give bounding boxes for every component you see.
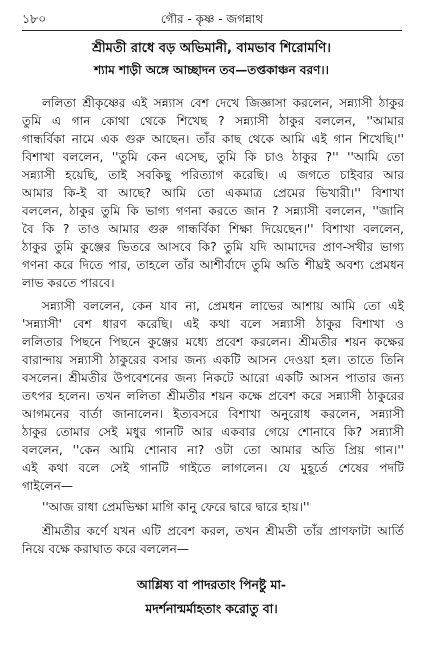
- sanskrit-verse-line-2: মদর্শনান্মর্মাহতাং করোতু বা।: [145, 602, 278, 616]
- paragraph-1-line: বললেন, ঠাকুর তুমি কি ভাগ্য গণনা করতে জান ? সন্ন্যাসী বললেন, ''জানি: [22, 204, 404, 218]
- paragraph-2-line: তৎপর হলেন। তখন ললিতা শ্রীমতীর শয়ন কক্ষে প্রবেশ করে সন্ন্যাসী ঠাকুরের: [22, 389, 404, 403]
- paragraph-1-line: গান্ধর্বিকা নামে এক গুরু আছেন। তাঁর কাছ থেকে আমি এই গান শিখেছি।'': [22, 132, 404, 146]
- running-head: গৌর - কৃষ্ণ - জগন্নাথ: [160, 12, 264, 26]
- paragraph-1-line: গণনা করে দিতে পার, তাহলে তাঁর আশীর্বাদে তুমি অতি শীঘ্রই অবশ্য প্রেমধন: [22, 258, 404, 272]
- paragraph-2-line: বারান্দায় সন্ন্যাসী ঠাকুরের বসার জন্য একটি আসন দেওয়া হল। তাতে তিনি: [22, 353, 404, 367]
- paragraph-1-line: বৈ কি ? তাও আমার গুরু গান্ধর্বিকা শিক্ষা দিয়েছেন।'' বিশাখা বললেন,: [22, 222, 404, 236]
- paragraph-2-line: সন্ন্যাসী বললেন, কেন যাব না, প্রেমধন লাভের আশায় আমি তো এই: [42, 299, 404, 313]
- song-quote: ''আজ রাধা প্রেমভিক্ষা মাগি কানু ফেরে দ্বারে দ্বারে হায়।'': [42, 500, 310, 514]
- paragraph-1-line: তুমি এ গান কোথা থেকে শিখেছ ? সন্ন্যাসী ঠাকুর বললেন, ''আমার: [22, 114, 404, 128]
- paragraph-1-line: ললিতা শ্রীকৃষ্ণের এই সন্ন্যাস বেশ দেখে জিজ্ঞাসা করলেন, সন্ন্যাসী ঠাকুর: [42, 96, 404, 110]
- paragraph-1-line: বিশাখা বললেন, ''তুমি কেন এসেছ, তুমি কি চাও ঠাকুর ?'' ''আমি তো: [22, 150, 404, 164]
- verse-heading-line-1: শ্রীমতী রাধে বড় অভিমানী, বামভাব শিরোমণি।: [92, 41, 331, 56]
- paragraph-1-line: ঠাকুর তুমি কুঞ্জের ভিতরে আসবে কি? তুমি যদি আমাদের প্রাণ-সখীর ভাগ্য: [22, 240, 404, 254]
- paragraph-2-line: ঠাকুর তোমার সেই মধুর গানটি আর একবার গেয়ে শোনাবে কি? সন্ন্যাসী: [22, 425, 404, 439]
- paragraph-2-line: এই কথা বলে সেই গানটি গাইতে লাগলেন। যে মুহূর্তে শেষের পদটি: [22, 461, 404, 475]
- paragraph-2-line: বললেন, ''কেন আমি শোনাব না? ওটা তো আমার অতি প্রিয় গান।'': [22, 443, 404, 457]
- paragraph-1-line: লাভ করতে পারবে।: [22, 276, 115, 290]
- sanskrit-verse-line-1: আশ্লিষ্য বা পাদরতাং পিনষ্টু মা-: [136, 578, 287, 592]
- paragraph-2-line: 'সন্ন্যাসী' বেশ ধারণ করেছি। এই কথা বলে সন্ন্যাসী ঠাকুর বিশাখা ও: [22, 317, 404, 331]
- verse-heading-line-2: শ্যাম শাড়ী অঙ্গে আচ্ছাদন তব—তপ্তকাঞ্চন বরণ।।: [94, 63, 329, 77]
- page-number: ১৮০: [22, 11, 47, 26]
- paragraph-3-line: শ্রীমতীর কর্ণে যখন এটি প্রবেশ করল, তখন শ্রীমতী তাঁর প্রাণফাটা আর্তি: [42, 524, 404, 538]
- paragraph-1-line: সন্ন্যাসী হয়েছি, তাই সবকিছু পরিত্যাগ করেছি। এ জগতে চাইবার আর: [22, 168, 404, 182]
- paragraph-1-line: আমার কি-ই বা আছে? আমি তো একমাত্র প্রেমের ভিখারী।'' বিশাখা: [22, 186, 404, 200]
- paragraph-3-line: নিয়ে বক্ষে করাঘাত করে বললেন—: [22, 542, 189, 556]
- paragraph-2-line: বসলেন। শ্রীমতীর উপবেশনের জন্য নিকটে আরো একটি আসন পাতার জন্য: [22, 371, 404, 385]
- paragraph-2-line: আগমনের বার্তা জানালেন। ইত্যবসরে বিশাখা অনুরোধ করলেন, সন্ন্যাসী: [22, 407, 404, 421]
- page-header: [22, 8, 402, 31]
- paragraph-2-line: ললিতার পিছনে পিছনে কুঞ্জের মধ্যে প্রবেশ করলেন। শ্রীমতীর শয়ন কক্ষের: [22, 335, 404, 349]
- paragraph-2-line: গাইলেন—: [22, 479, 73, 493]
